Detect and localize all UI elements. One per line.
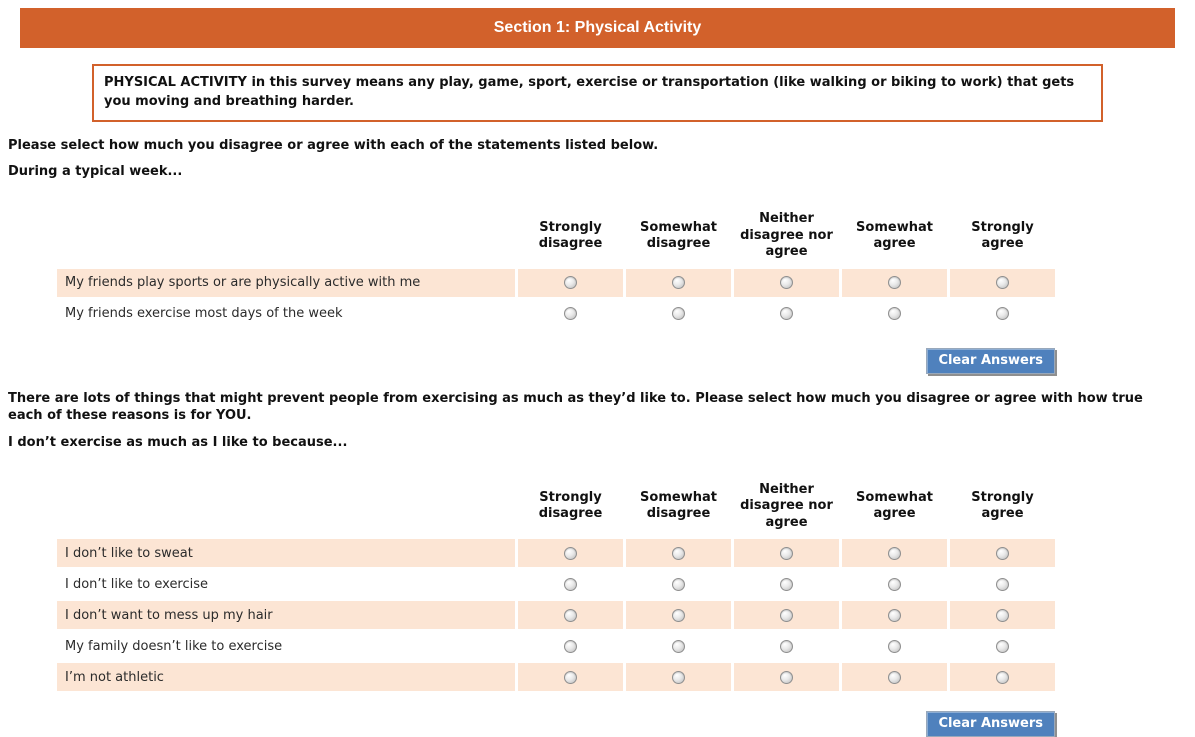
radio-option[interactable] bbox=[780, 547, 793, 560]
answer-cell bbox=[950, 570, 1055, 598]
column-header: Strongly agree bbox=[971, 219, 1034, 251]
answer-cell bbox=[518, 269, 623, 297]
statement-label: My friends exercise most days of the week bbox=[65, 306, 343, 322]
radio-option[interactable] bbox=[672, 307, 685, 320]
section2-instructions bbox=[8, 390, 1173, 452]
answer-cell bbox=[950, 601, 1055, 629]
radio-option[interactable] bbox=[672, 640, 685, 653]
radio-option[interactable] bbox=[888, 609, 901, 622]
answer-cell bbox=[626, 663, 731, 691]
answer-cell bbox=[626, 570, 731, 598]
radio-option[interactable] bbox=[888, 276, 901, 289]
answer-cell bbox=[626, 601, 731, 629]
radio-option[interactable] bbox=[780, 640, 793, 653]
answer-cell bbox=[518, 632, 623, 660]
answer-cell bbox=[734, 570, 839, 598]
definition-text: PHYSICAL ACTIVITY in this survey means any play, game, sport, exercise or transportation (like walking or biking to work) that gets you moving and breathing harder. bbox=[104, 75, 1075, 109]
clear-answers-button-2[interactable]: Clear Answers bbox=[926, 711, 1055, 737]
column-header-row bbox=[57, 207, 1055, 265]
answer-cell bbox=[950, 300, 1055, 328]
radio-option[interactable] bbox=[672, 609, 685, 622]
answer-cell bbox=[734, 269, 839, 297]
answer-cell bbox=[626, 269, 731, 297]
statement-label: I’m not athletic bbox=[57, 663, 515, 691]
answer-cell bbox=[734, 632, 839, 660]
statement-row bbox=[57, 269, 1055, 297]
radio-option[interactable] bbox=[888, 671, 901, 684]
prompt-text: During a typical week... bbox=[8, 164, 183, 180]
radio-option[interactable] bbox=[996, 276, 1009, 289]
radio-option[interactable] bbox=[564, 578, 577, 591]
radio-option[interactable] bbox=[780, 671, 793, 684]
statement-row bbox=[57, 539, 1055, 567]
section-title: Section 1: Physical Activity bbox=[493, 19, 702, 36]
radio-option[interactable] bbox=[564, 547, 577, 560]
answer-cell bbox=[518, 663, 623, 691]
answer-cell bbox=[518, 570, 623, 598]
radio-option[interactable] bbox=[780, 276, 793, 289]
column-header: Strongly agree bbox=[971, 490, 1034, 522]
answer-cell bbox=[842, 269, 947, 297]
radio-option[interactable] bbox=[888, 640, 901, 653]
section1-instructions bbox=[8, 137, 1173, 181]
radio-option[interactable] bbox=[780, 578, 793, 591]
answer-cell bbox=[842, 601, 947, 629]
radio-option[interactable] bbox=[564, 671, 577, 684]
column-header: Neither disagree nor agree bbox=[740, 211, 833, 259]
instruction-text: Please select how much you disagree or agree with each of the statements listed below. bbox=[8, 137, 659, 153]
radio-option[interactable] bbox=[780, 307, 793, 320]
column-header: Strongly disagree bbox=[538, 490, 603, 522]
radio-option[interactable] bbox=[996, 640, 1009, 653]
radio-option[interactable] bbox=[996, 307, 1009, 320]
column-header: Somewhat agree bbox=[856, 219, 933, 251]
header-spacer bbox=[57, 207, 515, 265]
answer-cell bbox=[518, 539, 623, 567]
answer-cell bbox=[950, 269, 1055, 297]
statement-row bbox=[57, 601, 1055, 629]
column-header: Somewhat agree bbox=[856, 490, 933, 522]
answer-cell bbox=[734, 601, 839, 629]
radio-option[interactable] bbox=[888, 578, 901, 591]
radio-option[interactable] bbox=[564, 276, 577, 289]
radio-option[interactable] bbox=[780, 609, 793, 622]
answer-cell bbox=[626, 539, 731, 567]
answer-cell bbox=[842, 663, 947, 691]
answer-cell bbox=[842, 632, 947, 660]
radio-option[interactable] bbox=[564, 640, 577, 653]
radio-option[interactable] bbox=[672, 547, 685, 560]
answer-cell bbox=[734, 663, 839, 691]
statement-row bbox=[57, 300, 1055, 328]
answer-cell bbox=[842, 539, 947, 567]
column-header: Somewhat disagree bbox=[640, 490, 717, 522]
answer-cell bbox=[950, 539, 1055, 567]
radio-option[interactable] bbox=[996, 547, 1009, 560]
radio-option[interactable] bbox=[672, 578, 685, 591]
answer-cell bbox=[734, 539, 839, 567]
answer-cell bbox=[626, 300, 731, 328]
radio-option[interactable] bbox=[564, 307, 577, 320]
radio-option[interactable] bbox=[672, 276, 685, 289]
column-header: Somewhat disagree bbox=[640, 219, 717, 251]
radio-option[interactable] bbox=[672, 671, 685, 684]
radio-option[interactable] bbox=[996, 609, 1009, 622]
answer-cell bbox=[626, 632, 731, 660]
answer-cell bbox=[842, 300, 947, 328]
definition-box bbox=[92, 64, 1103, 122]
answer-cell bbox=[950, 632, 1055, 660]
answer-cell bbox=[518, 601, 623, 629]
statement-row bbox=[57, 570, 1055, 598]
radio-option[interactable] bbox=[888, 547, 901, 560]
statement-label: I don’t like to exercise bbox=[65, 576, 209, 592]
statement-label: My friends play sports or are physically active with me bbox=[57, 269, 515, 297]
likert-table-1 bbox=[57, 207, 1055, 328]
statement-label: I don’t want to mess up my hair bbox=[57, 601, 515, 629]
clear-answers-button-1[interactable]: Clear Answers bbox=[926, 348, 1055, 374]
radio-option[interactable] bbox=[888, 307, 901, 320]
prompt-text: I don’t exercise as much as I like to because... bbox=[8, 434, 348, 450]
column-header: Strongly disagree bbox=[538, 219, 603, 251]
radio-option[interactable] bbox=[564, 609, 577, 622]
instruction-text: There are lots of things that might prevent people from exercising as much as they’d like to. Please select how much you disagree or agree with how true each of these reasons is for YOU. bbox=[8, 390, 1143, 424]
statement-row bbox=[57, 663, 1055, 691]
statement-label: I don’t like to sweat bbox=[57, 539, 515, 567]
statement-label: My family doesn’t like to exercise bbox=[65, 638, 283, 654]
answer-cell bbox=[518, 300, 623, 328]
column-header: Neither disagree nor agree bbox=[740, 482, 833, 530]
answer-cell bbox=[950, 663, 1055, 691]
answer-cell bbox=[734, 300, 839, 328]
statement-row bbox=[57, 632, 1055, 660]
radio-option[interactable] bbox=[996, 578, 1009, 591]
radio-option[interactable] bbox=[996, 671, 1009, 684]
header-spacer bbox=[57, 477, 515, 535]
column-header-row bbox=[57, 477, 1055, 535]
section-header bbox=[20, 8, 1175, 48]
answer-cell bbox=[842, 570, 947, 598]
likert-table-2 bbox=[57, 477, 1055, 691]
